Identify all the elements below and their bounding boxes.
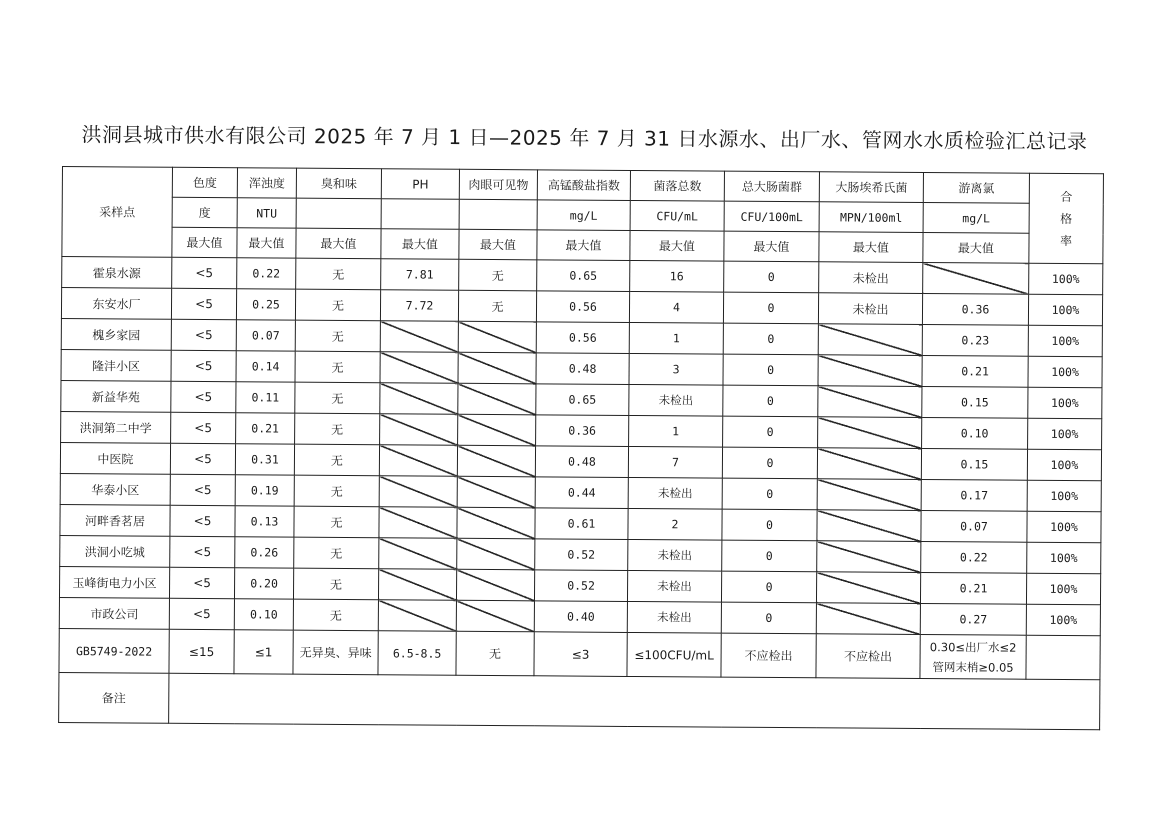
cell-colony: 未检出 <box>629 384 723 416</box>
cell-odor: 无 <box>294 475 379 507</box>
remark-content <box>169 673 1100 729</box>
header-unit-color: 度 <box>172 197 237 227</box>
cell-coliform: 0 <box>721 571 816 603</box>
standard-ph: 6.5-8.5 <box>378 631 456 676</box>
cell-site: 华泰小区 <box>60 473 170 505</box>
cell-visible-not-tested <box>457 538 535 570</box>
cell-chlorine: 0.22 <box>921 542 1027 574</box>
header-sampling-point: 采样点 <box>62 167 173 258</box>
cell-chlorine: 0.17 <box>921 480 1027 512</box>
cell-colony: 2 <box>628 508 722 540</box>
cell-ecoli: 未检出 <box>818 293 922 325</box>
cell-turbidity: 0.11 <box>236 382 295 413</box>
cell-ecoli-not-tested <box>817 479 921 511</box>
header-name-colony: 菌落总数 <box>630 170 724 201</box>
cell-odor: 无 <box>295 351 380 383</box>
cell-ecoli-not-tested <box>818 355 922 387</box>
header-unit-chlorine: mg/L <box>923 203 1029 234</box>
cell-ph-not-tested <box>379 507 457 539</box>
cell-chlorine: 0.23 <box>922 325 1028 357</box>
cell-site: 市政公司 <box>59 597 169 629</box>
cell-visible-not-tested <box>458 414 536 446</box>
cell-visible-not-tested <box>458 321 536 353</box>
header-pass-rate <box>1029 173 1104 264</box>
cell-rate: 100% <box>1027 542 1101 574</box>
cell-ph-not-tested <box>378 569 456 601</box>
cell-odor: 无 <box>295 413 380 445</box>
header-pass-rate-char-1: 合 <box>1060 189 1073 204</box>
cell-odor: 无 <box>294 444 379 476</box>
cell-color: <5 <box>170 505 235 536</box>
header-name-chlorine: 游离氯 <box>923 173 1029 204</box>
header-name-ph: PH <box>381 169 459 200</box>
cell-site: 洪洞小吃城 <box>60 535 170 567</box>
cell-odor: 无 <box>293 599 378 631</box>
cell-color: <5 <box>169 598 234 629</box>
standard-coliform: 不应检出 <box>721 633 816 678</box>
cell-rate: 100% <box>1028 356 1102 388</box>
cell-ph-not-tested <box>379 445 457 477</box>
cell-visible-not-tested <box>456 569 534 601</box>
cell-chlorine-not-tested <box>923 263 1029 295</box>
cell-colony: 未检出 <box>627 601 721 633</box>
header-stat-colony: 最大值 <box>630 230 724 261</box>
cell-visible: 无 <box>458 290 536 322</box>
cell-ecoli-not-tested <box>818 386 922 418</box>
cell-turbidity: 0.20 <box>234 568 293 599</box>
header-name-odor: 臭和味 <box>296 168 381 199</box>
cell-ph-not-tested <box>378 600 456 632</box>
cell-rate: 100% <box>1028 418 1102 450</box>
cell-visible-not-tested <box>457 507 535 539</box>
header-stat-ecoli: 最大值 <box>819 232 923 263</box>
standard-colony: ≤100CFU/mL <box>627 632 721 677</box>
cell-turbidity: 0.14 <box>236 351 295 382</box>
cell-turbidity: 0.13 <box>235 506 294 537</box>
cell-rate: 100% <box>1027 480 1101 512</box>
cell-colony: 未检出 <box>628 539 722 571</box>
cell-ph-not-tested <box>380 321 458 353</box>
cell-ph: 7.81 <box>381 259 459 291</box>
cell-odor: 无 <box>295 289 380 321</box>
cell-cod: 0.44 <box>535 477 628 509</box>
header-unit-odor <box>296 198 381 229</box>
water-quality-table <box>58 166 1104 730</box>
cell-coliform: 0 <box>723 416 818 448</box>
cell-cod: 0.56 <box>536 291 629 323</box>
cell-cod: 0.65 <box>536 384 629 416</box>
header-stat-color: 最大值 <box>172 227 237 257</box>
cell-turbidity: 0.07 <box>236 320 295 351</box>
cell-visible-not-tested <box>457 476 535 508</box>
cell-turbidity: 0.31 <box>235 444 294 475</box>
cell-rate: 100% <box>1029 263 1103 295</box>
cell-chlorine: 0.10 <box>922 418 1028 450</box>
standard-chlorine <box>920 635 1026 680</box>
header-unit-ph <box>381 199 459 230</box>
cell-ecoli-not-tested <box>817 510 921 542</box>
cell-colony: 3 <box>629 353 723 385</box>
header-name-turbidity: 浑浊度 <box>237 168 296 198</box>
cell-color: <5 <box>172 257 237 288</box>
header-unit-cod: mg/L <box>537 200 630 231</box>
header-unit-coliform: CFU/100mL <box>724 201 819 232</box>
cell-turbidity: 0.26 <box>235 537 294 568</box>
header-stat-ph: 最大值 <box>381 229 459 260</box>
cell-ph-not-tested <box>380 352 458 384</box>
header-stat-odor: 最大值 <box>296 228 381 259</box>
cell-odor: 无 <box>294 537 379 569</box>
header-stat-chlorine: 最大值 <box>923 233 1029 264</box>
cell-odor: 无 <box>293 568 378 600</box>
cell-cod: 0.56 <box>536 322 629 354</box>
standard-visible: 无 <box>456 631 534 676</box>
header-unit-turbidity: NTU <box>237 198 296 228</box>
cell-turbidity: 0.19 <box>235 475 294 506</box>
cell-odor: 无 <box>296 258 381 290</box>
cell-chlorine: 0.21 <box>920 573 1026 605</box>
cell-chlorine: 0.36 <box>922 294 1028 326</box>
cell-ph-not-tested <box>380 383 458 415</box>
cell-cod: 0.65 <box>537 260 630 292</box>
cell-coliform: 0 <box>723 385 818 417</box>
cell-odor: 无 <box>294 506 379 538</box>
header-name-ecoli: 大肠埃希氏菌 <box>819 172 923 203</box>
page-title: 洪洞县城市供水有限公司 2025 年 7 月 1 日—2025 年 7 月 31 日水源水、出厂水、管网水水质检验汇总记录 <box>81 122 1088 154</box>
cell-coliform: 0 <box>723 354 818 386</box>
cell-rate: 100% <box>1027 449 1101 481</box>
cell-site: 河畔香茗居 <box>60 504 170 536</box>
cell-coliform: 0 <box>723 323 818 355</box>
cell-coliform: 0 <box>723 292 818 324</box>
cell-ecoli-not-tested <box>818 417 922 449</box>
cell-cod: 0.48 <box>536 353 629 385</box>
cell-coliform: 0 <box>722 509 817 541</box>
standard-chlorine-line-1: 0.30≤出厂水≤2 <box>929 639 1017 655</box>
cell-odor: 无 <box>295 320 380 352</box>
cell-color: <5 <box>171 381 236 412</box>
cell-chlorine: 0.15 <box>922 387 1028 419</box>
cell-turbidity: 0.25 <box>236 289 295 320</box>
cell-coliform: 0 <box>722 478 817 510</box>
header-unit-colony: CFU/mL <box>630 200 724 231</box>
cell-turbidity: 0.22 <box>237 258 296 289</box>
cell-rate: 100% <box>1028 325 1102 357</box>
cell-site: 槐乡家园 <box>61 318 171 350</box>
cell-rate: 100% <box>1028 387 1102 419</box>
cell-ecoli: 未检出 <box>819 262 923 294</box>
cell-site: 洪洞第二中学 <box>61 411 171 443</box>
standard-odor: 无异臭、异味 <box>293 630 378 675</box>
standard-color: ≤15 <box>169 629 234 673</box>
header-unit-visible <box>459 199 537 230</box>
cell-ecoli-not-tested <box>817 448 921 480</box>
cell-chlorine: 0.21 <box>922 356 1028 388</box>
cell-ph: 7.72 <box>380 290 458 322</box>
standard-chlorine-line-2: 管网末梢≥0.05 <box>932 659 1014 675</box>
header-stat-visible: 最大值 <box>459 229 537 260</box>
header-stat-cod: 最大值 <box>537 230 630 261</box>
cell-color: <5 <box>171 350 236 381</box>
cell-site: 玉峰街电力小区 <box>59 566 169 598</box>
cell-chlorine: 0.27 <box>920 604 1026 636</box>
cell-visible-not-tested <box>456 600 534 632</box>
cell-color: <5 <box>171 412 236 443</box>
cell-site: 新益华苑 <box>61 380 171 412</box>
cell-ecoli-not-tested <box>817 541 921 573</box>
cell-colony: 7 <box>628 446 722 478</box>
standard-ecoli: 不应检出 <box>816 634 920 679</box>
cell-visible: 无 <box>459 259 537 291</box>
cell-cod: 0.52 <box>534 570 627 602</box>
header-name-cod: 高锰酸盐指数 <box>537 170 630 201</box>
cell-ph-not-tested <box>380 414 458 446</box>
cell-ecoli-not-tested <box>816 572 920 604</box>
cell-visible-not-tested <box>458 383 536 415</box>
cell-colony: 未检出 <box>627 570 721 602</box>
cell-color: <5 <box>169 567 234 598</box>
cell-color: <5 <box>170 536 235 567</box>
cell-site: 中医院 <box>60 442 170 474</box>
cell-color: <5 <box>170 474 235 505</box>
cell-odor: 无 <box>295 382 380 414</box>
cell-cod: 0.48 <box>535 446 628 478</box>
cell-rate: 100% <box>1026 604 1100 636</box>
cell-coliform: 0 <box>722 447 817 479</box>
header-name-color: 色度 <box>172 167 237 197</box>
cell-site: 隆沣小区 <box>61 349 171 381</box>
standard-label: GB5749-2022 <box>59 628 169 673</box>
cell-colony: 1 <box>629 322 723 354</box>
cell-visible-not-tested <box>457 445 535 477</box>
data-rows <box>59 257 1103 636</box>
cell-turbidity: 0.21 <box>236 413 295 444</box>
cell-chlorine: 0.07 <box>921 511 1027 543</box>
cell-site: 霍泉水源 <box>62 257 172 289</box>
cell-site: 东安水厂 <box>61 288 171 320</box>
cell-rate: 100% <box>1026 573 1100 605</box>
cell-cod: 0.36 <box>536 415 629 447</box>
standard-turbidity: ≤1 <box>234 630 293 674</box>
cell-cod: 0.52 <box>535 539 628 571</box>
cell-ecoli-not-tested <box>818 324 922 356</box>
header-unit-ecoli: MPN/100ml <box>819 202 923 233</box>
header-pass-rate-char-2: 格 <box>1060 211 1073 226</box>
header-stat-coliform: 最大值 <box>724 231 819 262</box>
cell-coliform: 0 <box>721 602 816 634</box>
cell-ph-not-tested <box>379 538 457 570</box>
remark-label: 备注 <box>59 672 169 723</box>
cell-turbidity: 0.10 <box>234 599 293 630</box>
water-quality-summary-sheet <box>58 166 1104 730</box>
header-stat-turbidity: 最大值 <box>237 228 296 258</box>
header-name-visible: 肉眼可见物 <box>459 169 537 200</box>
cell-cod: 0.40 <box>534 601 627 633</box>
cell-colony: 未检出 <box>628 477 722 509</box>
cell-colony: 16 <box>630 260 724 292</box>
cell-color: <5 <box>171 319 236 350</box>
cell-coliform: 0 <box>722 540 817 572</box>
cell-ecoli-not-tested <box>816 603 920 635</box>
cell-ph-not-tested <box>379 476 457 508</box>
cell-visible-not-tested <box>458 352 536 384</box>
cell-rate: 100% <box>1027 511 1101 543</box>
cell-chlorine: 0.15 <box>921 449 1027 481</box>
cell-colony: 4 <box>629 291 723 323</box>
cell-coliform: 0 <box>724 261 819 293</box>
cell-rate: 100% <box>1028 294 1102 326</box>
header-name-coliform: 总大肠菌群 <box>724 171 819 202</box>
header-pass-rate-char-3: 率 <box>1059 233 1073 248</box>
standard-cod: ≤3 <box>534 632 627 677</box>
cell-cod: 0.61 <box>535 508 628 540</box>
cell-color: <5 <box>170 443 235 474</box>
standard-pass-rate <box>1026 635 1100 680</box>
cell-color: <5 <box>171 288 236 319</box>
cell-colony: 1 <box>629 415 723 447</box>
